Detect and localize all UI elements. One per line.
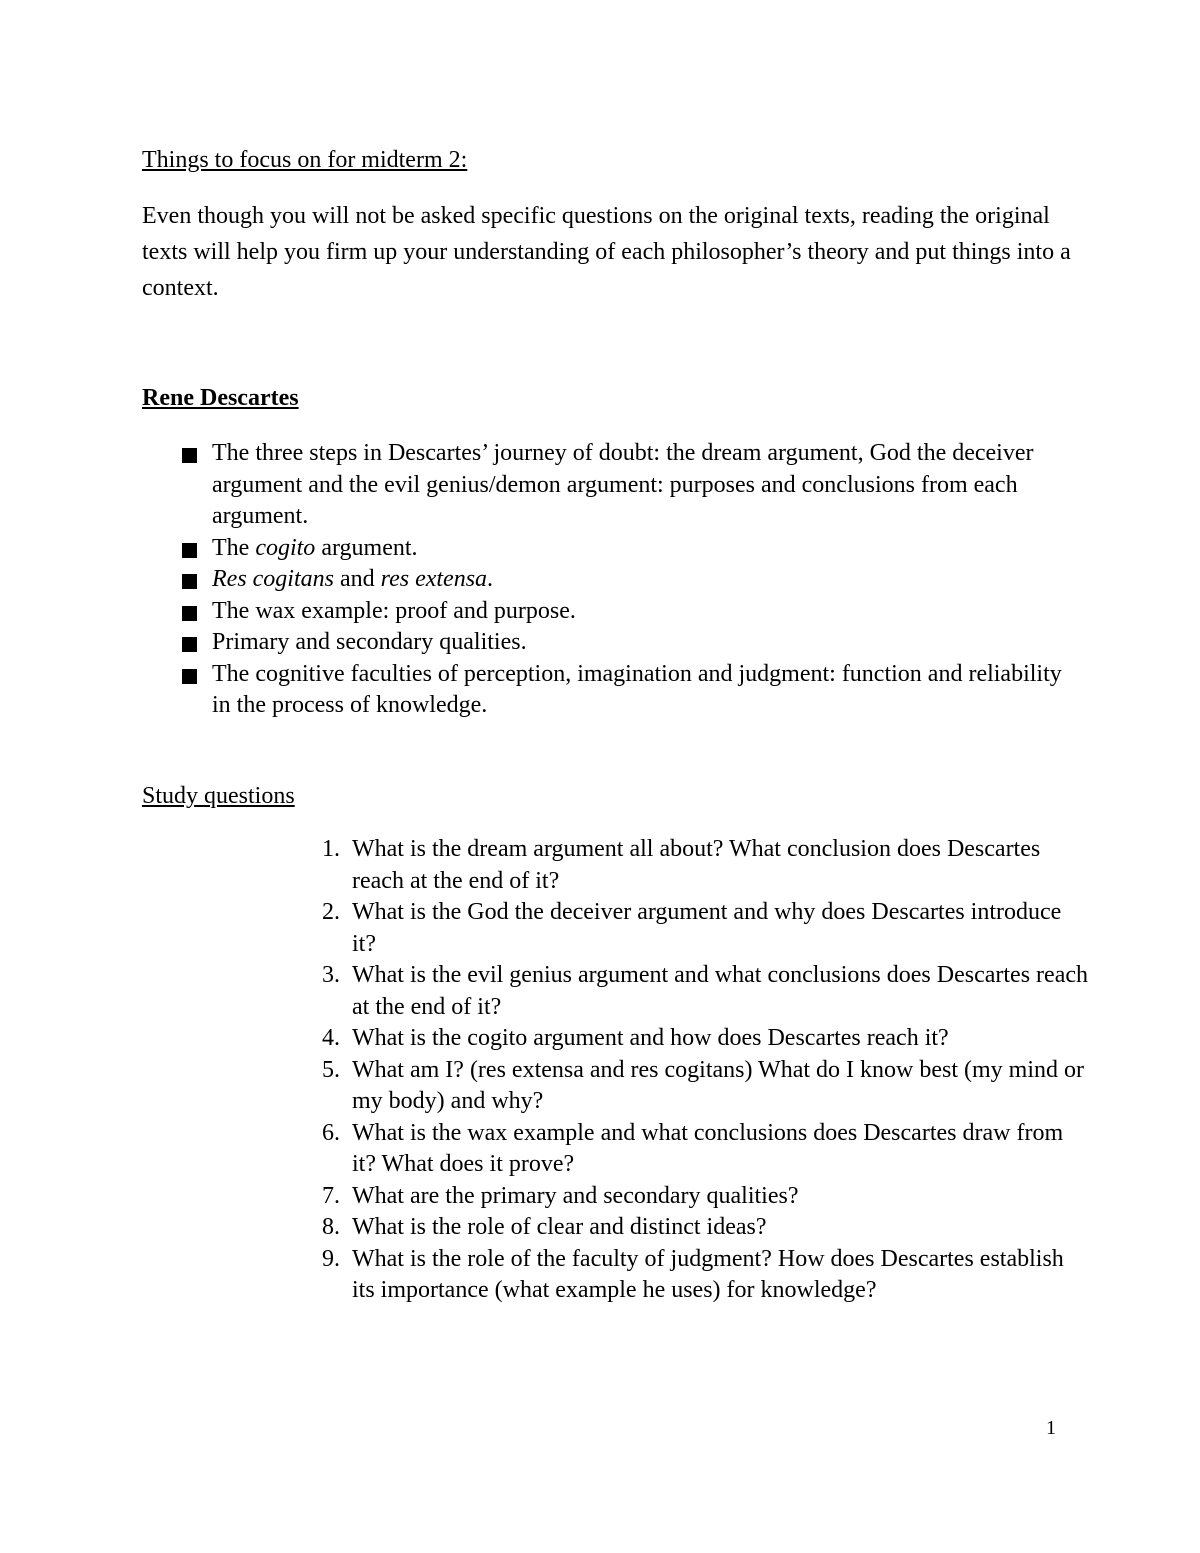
question-item xyxy=(300,1118,1090,1181)
intro-paragraph: Even though you will not be asked specific questions on the original texts, reading the original texts will help you firm up your understanding of each philosopher’s theory and put things into a context. xyxy=(142,203,1071,301)
bullet-item xyxy=(182,438,1072,533)
question-text: What are the primary and secondary qualities? xyxy=(352,1182,799,1209)
study-questions-heading: Study questions xyxy=(142,783,295,809)
question-number: 4. xyxy=(322,1025,340,1051)
bullet-text: . xyxy=(487,566,494,592)
question-text: What is the wax example and what conclusions does Descartes draw from it? What does it prove? xyxy=(352,1119,1064,1177)
bullet-item xyxy=(182,596,1072,628)
bullet-item xyxy=(182,659,1072,722)
question-number: 9. xyxy=(322,1245,340,1272)
question-item xyxy=(300,1181,1090,1213)
study-question-list xyxy=(300,834,1090,1307)
square-bullet-icon xyxy=(182,606,197,621)
question-text: What is the role of clear and distinct ideas? xyxy=(352,1214,767,1240)
bullet-text: and xyxy=(333,566,381,592)
question-item xyxy=(300,960,1090,1023)
bullet-item xyxy=(182,533,1072,565)
bullet-italic-term: cogito xyxy=(255,534,316,561)
bullet-text: The cognitive faculties of perception, imagination and judgment: function and reliability in the process of knowledge. xyxy=(212,660,1062,718)
question-number: 1. xyxy=(322,836,340,862)
square-bullet-icon xyxy=(182,637,197,652)
question-text: What is the evil genius argument and what conclusions does Descartes reach at the end of it? xyxy=(352,962,1088,1020)
question-item xyxy=(300,834,1090,897)
section-heading: Rene Descartes xyxy=(142,385,299,411)
bullet-text: The wax example: proof and purpose. xyxy=(212,597,576,624)
question-text: What am I? (res extensa and res cogitans) What do I know best (my mind or my body) and why? xyxy=(352,1056,1084,1114)
question-number: 5. xyxy=(322,1056,340,1083)
question-item xyxy=(300,1212,1090,1244)
question-text: What is the role of the faculty of judgment? How does Descartes establish its importance (what example he uses) for knowledge? xyxy=(352,1245,1064,1303)
topic-bullet-list xyxy=(182,438,1072,722)
square-bullet-icon xyxy=(182,448,197,463)
question-item xyxy=(300,897,1090,960)
bullet-italic-term: res extensa xyxy=(380,566,488,592)
bullet-text: Primary and secondary qualities. xyxy=(212,629,527,655)
question-item xyxy=(300,1055,1090,1118)
question-text: What is the cogito argument and how does Descartes reach it? xyxy=(352,1025,949,1051)
question-item xyxy=(300,1023,1090,1055)
square-bullet-icon xyxy=(182,543,197,558)
page-title: Things to focus on for midterm 2: xyxy=(142,147,468,173)
page-number: 1 xyxy=(1046,1417,1056,1439)
question-number: 3. xyxy=(322,962,340,988)
bullet-text: The three steps in Descartes’ journey of doubt: the dream argument, God the deceiver argument and the evil genius/demon argument: purposes and conclusions from each argument. xyxy=(212,440,1034,529)
question-item xyxy=(300,1244,1090,1307)
bullet-item xyxy=(182,627,1072,659)
square-bullet-icon xyxy=(182,574,197,589)
question-text: What is the God the deceiver argument and why does Descartes introduce it? xyxy=(352,899,1062,957)
question-number: 2. xyxy=(322,899,340,925)
bullet-item xyxy=(182,564,1072,596)
question-number: 7. xyxy=(322,1182,340,1209)
square-bullet-icon xyxy=(182,669,197,684)
bullet-text: The xyxy=(212,534,256,561)
bullet-text: argument. xyxy=(315,534,418,561)
question-text: What is the dream argument all about? What conclusion does Descartes reach at the end of it? xyxy=(352,836,1041,894)
question-number: 8. xyxy=(322,1214,340,1240)
bullet-italic-term: Res cogitans xyxy=(212,566,334,592)
question-number: 6. xyxy=(322,1119,340,1146)
